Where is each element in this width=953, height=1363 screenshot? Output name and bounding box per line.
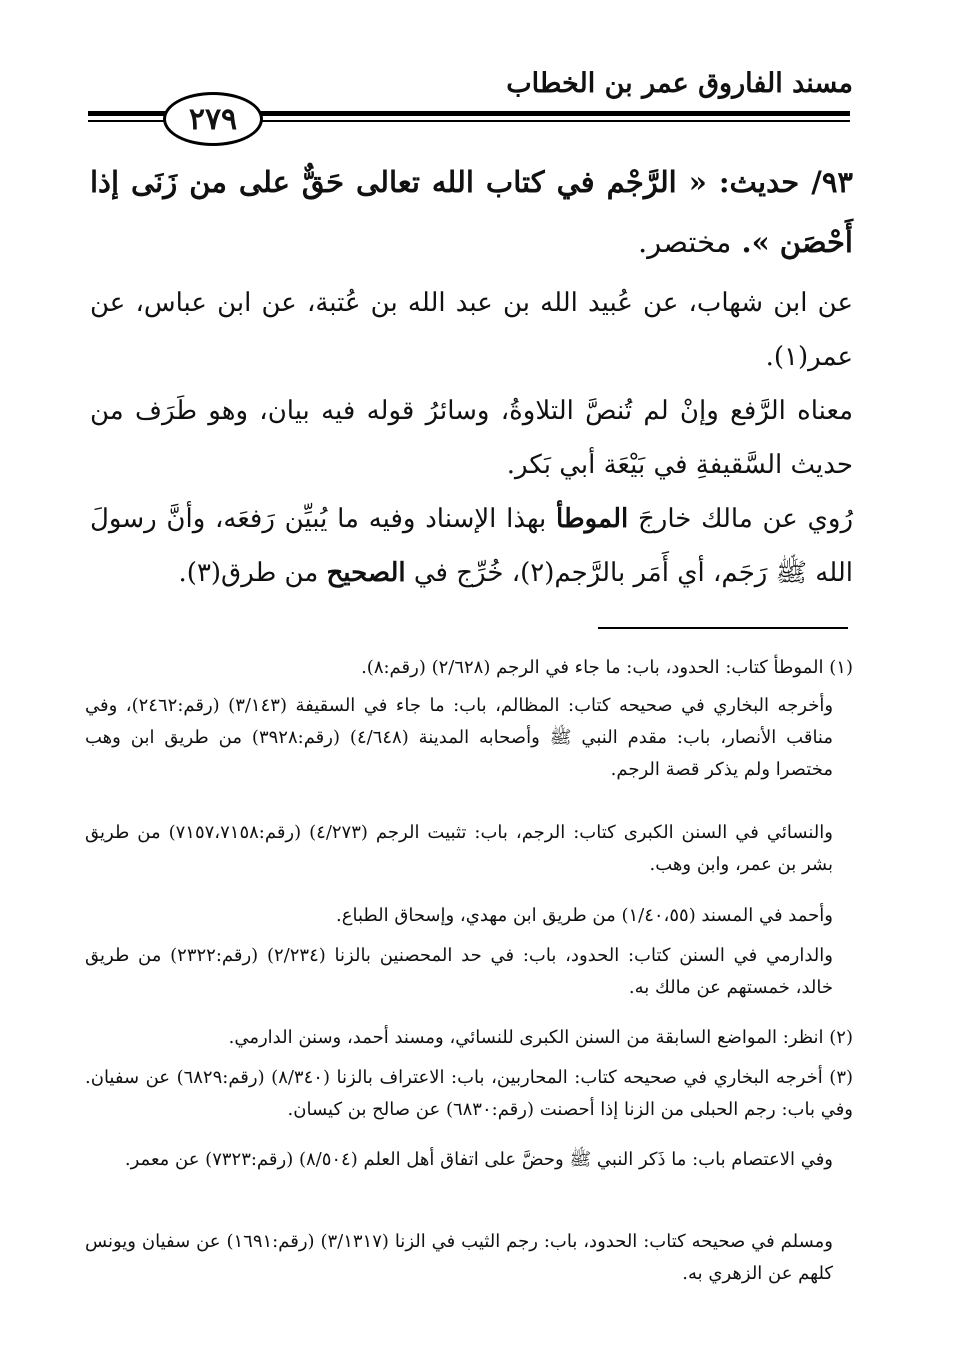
footnote-1-nasai: والنسائي في السنن الكبرى كتاب: الرجم، باب: تثبيت الرجم (٤/٢٧٣) (رقم:٧١٥٧،٧١٥٨) من طريق بشر بن عمر، وابن وهب. bbox=[85, 822, 833, 875]
footnote-3: (٣) أخرجه البخاري في صحيحه كتاب: المحاربين، باب: الاعتراف بالزنا (٨/٣٤٠) (رقم:٦٨٢٩) عن سفيان. وفي باب: رجم الحبلى من الزنا إذا أحصنت (رقم:٦٨٣٠) عن صالح بن كيسان. bbox=[85, 1067, 854, 1120]
meaning-paragraph: معناه الرَّفع وإنْ لم تُنصَّ التلاوةُ، وسائرُ قوله فيه بيان، وهو طَرَف من حديث السَّقيفةِ في بَيْعَة أبي بَكر. bbox=[90, 396, 853, 480]
riwaya-text-2: بهذا الإسناد وفيه ما يُبيِّن رَفعَه، وأنَّ رسولَ الله ﷺ رَجَم، أي أَمَر بالرَّجم(٢)، خُرِّج في bbox=[90, 504, 853, 588]
book-title: مسند الفاروق عمر بن الخطاب bbox=[506, 68, 853, 99]
footnote-1-ahmad: وأحمد في المسند (١/٤٠،٥٥) من طريق ابن مهدي، وإسحاق الطباع. bbox=[336, 905, 833, 926]
footnote-1-darimi: والدارمي في السنن كتاب: الحدود، باب: في حد المحصنين بالزنا (٢/٢٣٤) (رقم:٢٣٢٢) من طريق خالد، خمستهم عن مالك به. bbox=[85, 945, 833, 998]
hadith-text: « الرَّجْم في كتاب الله تعالى حَقٌّ على من زَنَى إذا أَحْصَن ». bbox=[90, 165, 853, 259]
hadith-number: ٩٣/ bbox=[811, 165, 853, 199]
sahih-bold: الصحيح bbox=[326, 558, 406, 588]
hadith-heading bbox=[90, 152, 853, 272]
riwaya-text-3: من طرق(٣). bbox=[178, 558, 327, 588]
hadith-note: مختصر. bbox=[637, 225, 732, 259]
riwaya-text-1: رُوي عن مالك خارجَ bbox=[628, 504, 854, 534]
footnote-1: (١) الموطأ كتاب: الحدود، باب: ما جاء في الرجم (٢/٦٢٨) (رقم:٨). bbox=[361, 657, 853, 678]
isnad-paragraph: عن ابن شهاب، عن عُبيد الله بن عبد الله بن عُتبة، عن ابن عباس، عن عمر(١). bbox=[90, 288, 853, 372]
riwaya-paragraph bbox=[90, 492, 853, 600]
footnote-3-muslim: ومسلم في صحيحه كتاب: الحدود، باب: رجم الثيب في الزنا (٣/١٣١٧) (رقم:١٦٩١) عن سفيان ويونس كلهم عن الزهري به. bbox=[85, 1231, 834, 1284]
footnote-2: (٢) انظر: المواضع السابقة من السنن الكبرى للنسائي، ومسند أحمد، وسنن الدارمي. bbox=[228, 1027, 853, 1048]
footnote-separator bbox=[598, 627, 848, 629]
page-number: ٢٧٩ bbox=[163, 92, 263, 146]
footnote-1-bukhari: وأخرجه البخاري في صحيحه كتاب: المظالم، باب: ما جاء في السقيفة (٣/١٤٣) (رقم:٢٤٦٢)، وفي مناقب الأنصار، باب: مقدم النبي ﷺ وأصحابه المدينة (٤/٦٤٨) (رقم:٣٩٢٨) من طريق ابن وهب مختصرا ولم يذكر قصة الرجم. bbox=[85, 695, 834, 780]
muwatta-bold: الموطأ bbox=[556, 504, 629, 534]
footnote-3-itisam: وفي الاعتصام باب: ما ذَكر النبي ﷺ وحضَّ على اتفاق أهل العلم (٨/٥٠٤) (رقم:٧٣٢٣) عن معمر. bbox=[124, 1149, 833, 1170]
hadith-label: حديث: bbox=[718, 165, 800, 199]
